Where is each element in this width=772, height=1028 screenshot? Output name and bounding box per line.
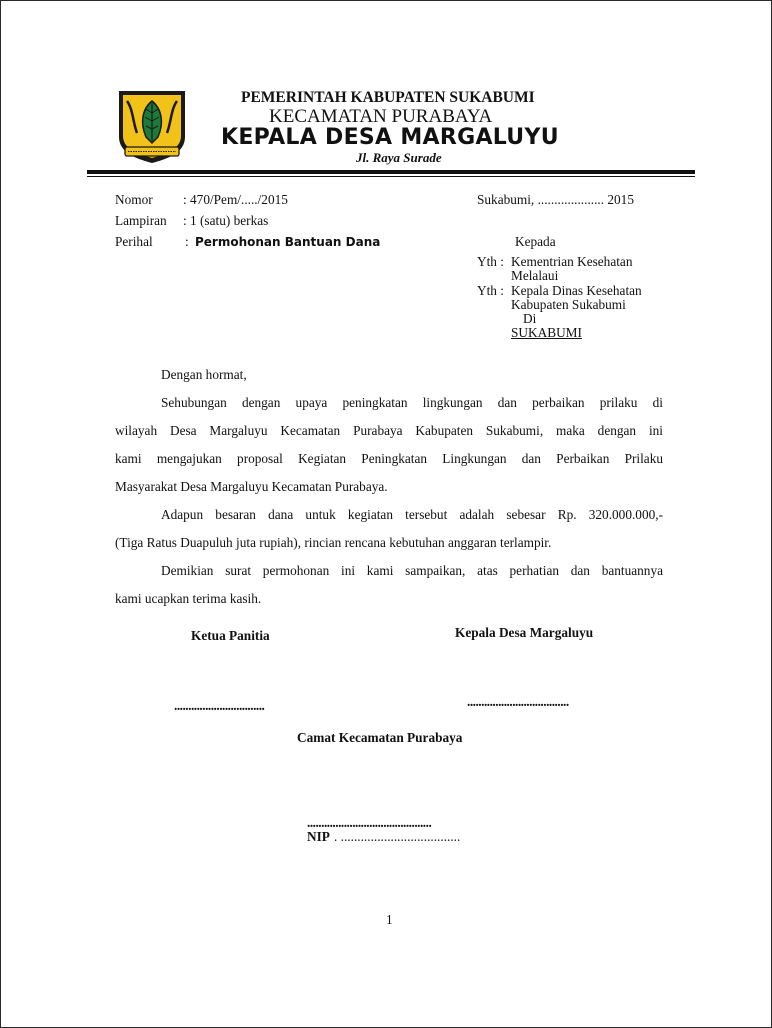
paragraph-1-line: wilayah Desa Margaluyu Kecamatan Purabaya Kabupaten Sukabumi, maka dengan ini <box>115 423 663 438</box>
nip-dots: . .................................... <box>334 829 461 844</box>
perihal-label: Perihal <box>115 234 153 249</box>
perihal-colon: : <box>185 234 189 249</box>
signature-title-committee-chair: Ketua Panitia <box>191 628 270 643</box>
page-number: 1 <box>386 912 393 927</box>
paragraph-3-line: Demikian surat permohonan ini kami sampaikan, atas perhatian dan bantuannya <box>161 563 663 578</box>
paragraph-2 <box>115 501 663 557</box>
signature-title-village-head: Kepala Desa Margaluyu <box>455 625 594 640</box>
letterhead-village-head: KEPALA DESA MARGALUYU <box>221 125 559 150</box>
paragraph-3-line: kami ucapkan terima kasih. <box>115 591 262 606</box>
paragraph-1 <box>115 389 663 501</box>
paragraph-1-line: Sehubungan dengan upaya peningkatan lingkungan dan perbaikan prilaku di <box>161 395 663 410</box>
nomor-value: : 470/Pem/...../2015 <box>183 192 288 207</box>
lampiran-value: : 1 (satu) berkas <box>183 213 269 228</box>
perihal-value: Permohonan Bantuan Dana <box>195 235 381 249</box>
lampiran-label: Lampiran <box>115 213 167 228</box>
signature-line-camat: ............................................ <box>307 815 432 830</box>
signature-line-committee-chair: ................................ <box>174 698 265 713</box>
yth-label-1: Yth : <box>477 254 504 269</box>
letterhead-rule-thick <box>87 170 695 174</box>
paragraph-2-line: (Tiga Ratus Duapuluh juta rupiah), rincian rencana kebutuhan anggaran terlampir. <box>115 535 552 550</box>
yth-label-2: Yth : <box>477 283 504 298</box>
letterhead-district: KECAMATAN PURABAYA <box>269 106 493 127</box>
paragraph-1-line: Masyarakat Desa Margaluyu Kecamatan Purabaya. <box>115 479 388 494</box>
letterhead-address: Jl. Raya Surade <box>356 150 442 165</box>
sukabumi-emblem-logo <box>115 87 189 165</box>
letterhead-rule-thin <box>87 176 695 177</box>
paragraph-2-line: Adapun besaran dana untuk kegiatan tersebut adalah sebesar Rp. 320.000.000,- <box>161 507 663 522</box>
letterhead-government: PEMERINTAH KABUPATEN SUKABUMI <box>241 89 535 106</box>
recipient-di: Di <box>523 311 537 326</box>
nip-label: NIP <box>307 829 330 844</box>
recipient-1-line-2: Melalaui <box>511 268 559 283</box>
paragraph-1-line: kami mengajukan proposal Kegiatan Peningkatan Lingkungan dan Perbaikan Prilaku <box>115 451 663 466</box>
recipient-1-line-1: Kementrian Kesehatan <box>511 254 633 269</box>
signature-line-village-head: .................................... <box>467 694 569 709</box>
nomor-label: Nomor <box>115 192 153 207</box>
recipient-city: SUKABUMI <box>511 325 582 340</box>
recipient-2-line-1: Kepala Dinas Kesehatan <box>511 283 642 298</box>
paragraph-3 <box>115 557 663 613</box>
salutation: Dengan hormat, <box>161 367 247 382</box>
place-date: Sukabumi, .................... 2015 <box>477 192 634 207</box>
kepada-label: Kepada <box>515 234 556 249</box>
recipient-2-line-2: Kabupaten Sukabumi <box>511 297 626 312</box>
signature-title-camat: Camat Kecamatan Purabaya <box>297 730 463 745</box>
